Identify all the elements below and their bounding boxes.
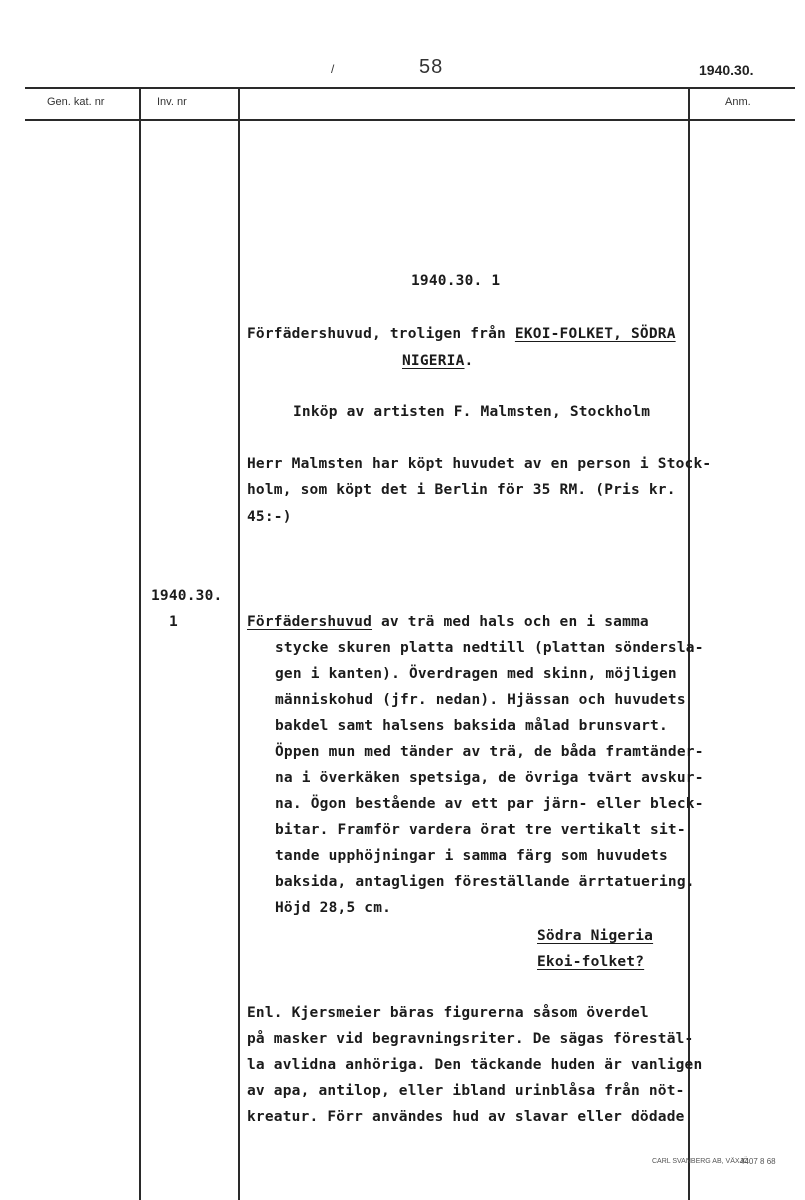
item-description-start: av trä med hals och en i samma bbox=[372, 614, 649, 630]
purchase-line: Inköp av artisten F. Malmsten, Stockholm bbox=[293, 404, 651, 420]
entry-title-people: EKOI-FOLKET, SÖDRA bbox=[514, 326, 676, 342]
item-description-line-11: baksida, antagligen föreställande ärrtatuering. bbox=[275, 874, 695, 890]
provenance-note-line-1: Herr Malmsten har köpt huvudet av en person i Stock- bbox=[247, 456, 712, 472]
remark-line-3: la avlidna anhöriga. Den täckande huden är vanligen bbox=[247, 1057, 703, 1073]
item-name: Förfädershuvud bbox=[247, 614, 373, 630]
remark-line-5: kreatur. Förr användes hud av slavar eller dödade bbox=[247, 1109, 685, 1125]
entry-number: 1940.30. 1 bbox=[411, 273, 501, 289]
column-header-anm: Anm. bbox=[725, 96, 751, 108]
accession-number: 1940.30. bbox=[699, 62, 754, 78]
item-description-line-10: tande upphöjningar i samma färg som huvudets bbox=[275, 848, 668, 864]
item-description-line-7: na i överkäken spetsiga, de övriga tvärt avskur- bbox=[275, 770, 704, 786]
item-description-line-4: människohud (jfr. nedan). Hjässan och huvudets bbox=[275, 692, 686, 708]
provenance-note-line-3: 45:-) bbox=[247, 509, 292, 525]
header-mark: / bbox=[331, 62, 335, 76]
entry-title-end: . bbox=[464, 353, 474, 369]
item-description-line-6: Öppen mun med tänder av trä, de båda framtänder- bbox=[275, 744, 704, 760]
item-inv-number-line-1: 1940.30. bbox=[151, 588, 223, 604]
entry-title-region: NIGERIA bbox=[402, 353, 465, 369]
item-origin-region: Södra Nigeria bbox=[537, 928, 654, 944]
remark-line-1: Enl. Kjersmeier bäras figurerna såsom överdel bbox=[247, 1005, 649, 1021]
column-divider-2 bbox=[238, 87, 240, 1200]
item-description-line-3: gen i kanten). Överdragen med skinn, möjligen bbox=[275, 666, 677, 682]
item-description-line-5: bakdel samt halsens baksida målad brunsvart. bbox=[275, 718, 668, 734]
printer-imprint: CARL SVANBERG AB, VÄXJÖ bbox=[652, 1158, 749, 1165]
item-inv-number-line-2: 1 bbox=[169, 614, 178, 630]
header-top-rule bbox=[25, 87, 795, 89]
remark-line-2: på masker vid begravningsriter. De sägas förestäl- bbox=[247, 1031, 694, 1047]
item-description-line-9: bitar. Framför vardera örat tre vertikalt sit- bbox=[275, 822, 686, 838]
item-description-line-12: Höjd 28,5 cm. bbox=[275, 900, 392, 916]
entry-title-line-2 bbox=[402, 353, 473, 369]
page-number: 58 bbox=[419, 56, 444, 78]
item-description-line-2: stycke skuren platta nedtill (plattan söndersla- bbox=[275, 640, 704, 656]
entry-title-text: Förfädershuvud, troligen från bbox=[247, 326, 515, 342]
item-description-line-1 bbox=[247, 614, 649, 630]
entry-title-line-1 bbox=[247, 326, 676, 342]
column-header-gen-kat: Gen. kat. nr bbox=[47, 96, 105, 108]
remark-line-4: av apa, antilop, eller ibland urinblåsa från nöt- bbox=[247, 1083, 685, 1099]
header-bottom-rule bbox=[25, 119, 795, 121]
column-header-inv: Inv. nr bbox=[157, 96, 187, 108]
form-code: 4407 8 68 bbox=[740, 1157, 776, 1166]
item-description-line-8: na. Ögon bestående av ett par järn- eller bleck- bbox=[275, 796, 704, 812]
column-divider-1 bbox=[139, 87, 141, 1200]
item-origin-people: Ekoi-folket? bbox=[537, 954, 645, 970]
provenance-note-line-2: holm, som köpt det i Berlin för 35 RM. (Pris kr. bbox=[247, 482, 676, 498]
